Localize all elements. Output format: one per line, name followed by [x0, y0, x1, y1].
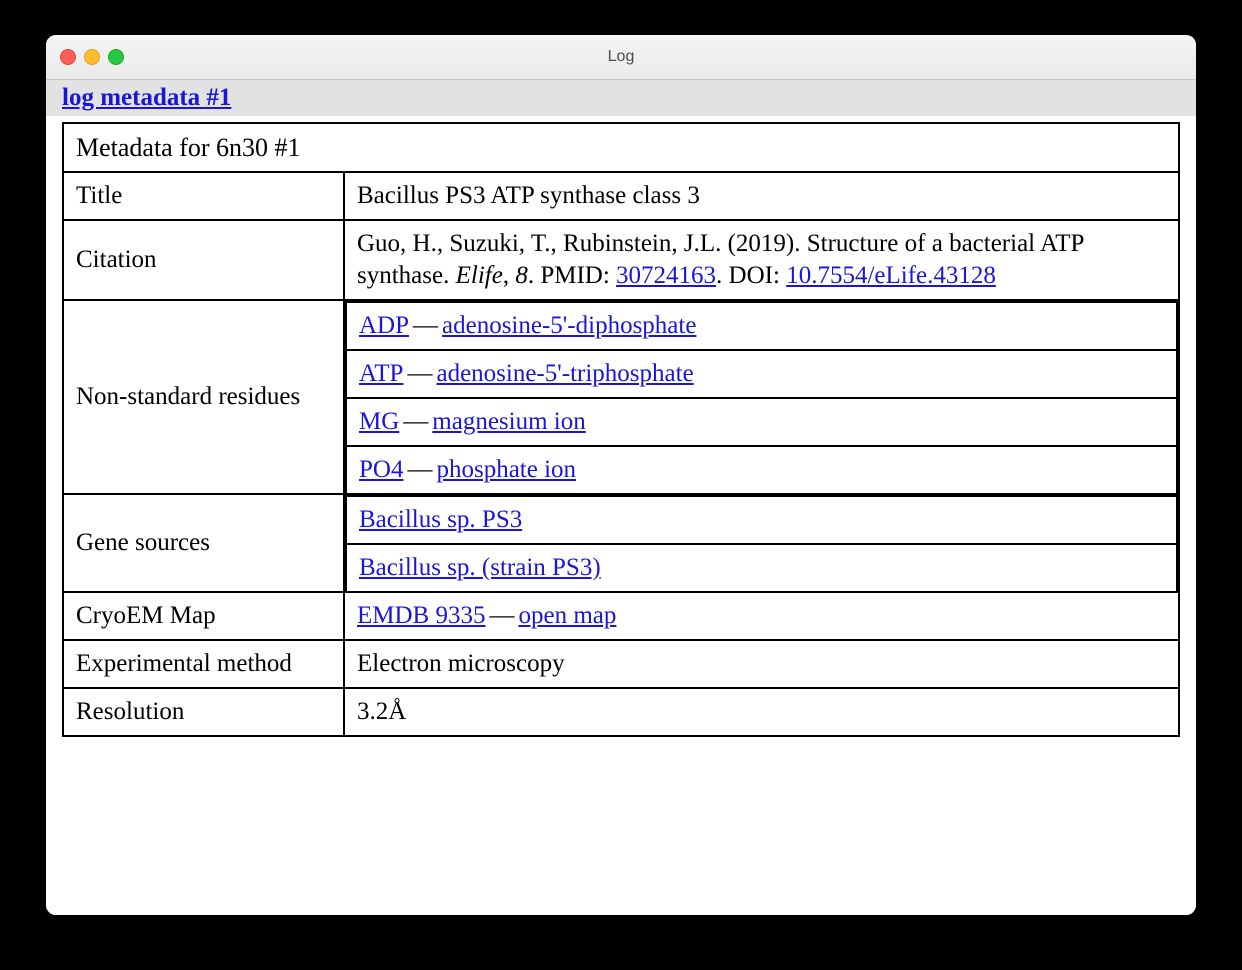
- row-label-resolution: Resolution: [63, 688, 344, 736]
- metadata-table-wrap: [46, 116, 1196, 916]
- row-value-nonstandard: [344, 300, 1179, 494]
- minimize-window-icon[interactable]: [84, 49, 100, 65]
- residue-code-link[interactable]: ADP: [359, 311, 410, 339]
- citation-text-3: . PMID:: [527, 261, 617, 289]
- table-row-gene-sources: [63, 494, 1179, 592]
- residue-dash: —: [413, 311, 439, 339]
- row-value-resolution: 3.2Å: [344, 688, 1179, 736]
- table-row-title: [63, 172, 1179, 220]
- list-item: [346, 302, 1177, 350]
- window-title: Log: [607, 48, 635, 65]
- table-row-resolution: [63, 688, 1179, 736]
- window-titlebar: [46, 35, 1196, 80]
- list-item: [346, 350, 1177, 398]
- row-label-citation: Citation: [63, 220, 344, 300]
- log-metadata-header: [46, 80, 1196, 116]
- row-label-nonstandard: Non-standard residues: [63, 300, 344, 494]
- table-row-cryoem-map: [63, 592, 1179, 640]
- residue-name-link[interactable]: adenosine-5'-diphosphate: [442, 311, 697, 339]
- gene-source-link[interactable]: Bacillus sp. (strain PS3): [359, 553, 601, 581]
- list-item: [346, 398, 1177, 446]
- citation-volume: 8: [515, 261, 528, 289]
- gene-source-link[interactable]: Bacillus sp. PS3: [359, 505, 523, 533]
- row-value-experimental-method: Electron microscopy: [344, 640, 1179, 688]
- residue-dash: —: [407, 359, 433, 387]
- list-item: [346, 496, 1177, 544]
- citation-doi-link[interactable]: 10.7554/eLife.43128: [786, 261, 996, 289]
- table-row-nonstandard-residues: [63, 300, 1179, 494]
- row-value-title: Bacillus PS3 ATP synthase class 3: [344, 172, 1179, 220]
- citation-journal: Elife: [455, 261, 503, 289]
- row-value-gene-sources: [344, 494, 1179, 592]
- residue-dash: —: [403, 407, 429, 435]
- residue-code-link[interactable]: ATP: [359, 359, 404, 387]
- row-label-experimental-method: Experimental method: [63, 640, 344, 688]
- residue-dash: —: [407, 455, 433, 483]
- citation-text-1: Guo, H., Suzuki, T., Rubinstein, J.L. (2019). Structure of a bacterial ATP synthase.: [357, 229, 1084, 289]
- log-content: [46, 80, 1196, 915]
- residue-code-link[interactable]: MG: [359, 407, 400, 435]
- table-row-caption: [63, 123, 1179, 172]
- row-label-title: Title: [63, 172, 344, 220]
- residue-name-link[interactable]: adenosine-5'-triphosphate: [436, 359, 694, 387]
- table-row-citation: [63, 220, 1179, 300]
- metadata-table: [62, 122, 1180, 737]
- citation-pmid-link[interactable]: 30724163: [616, 261, 717, 289]
- traffic-light-group: [60, 49, 124, 65]
- log-metadata-link[interactable]: log metadata #1: [62, 84, 232, 111]
- row-value-citation: [344, 220, 1179, 300]
- nonstandard-residue-list: [345, 301, 1178, 493]
- row-label-cryoem-map: CryoEM Map: [63, 592, 344, 640]
- residue-name-link[interactable]: phosphate ion: [436, 455, 577, 483]
- log-window: [46, 35, 1196, 915]
- residue-code-link[interactable]: PO4: [359, 455, 404, 483]
- citation-text-2: ,: [502, 261, 516, 289]
- list-item: [346, 544, 1177, 591]
- row-value-cryoem-map: [344, 592, 1179, 640]
- zoom-window-icon[interactable]: [108, 49, 124, 65]
- metadata-caption: Metadata for 6n30 #1: [63, 123, 1179, 172]
- row-label-gene-sources: Gene sources: [63, 494, 344, 592]
- emdb-link[interactable]: EMDB 9335: [357, 601, 486, 629]
- table-row-experimental-method: [63, 640, 1179, 688]
- list-item: [346, 446, 1177, 493]
- gene-source-list: [345, 495, 1178, 591]
- close-window-icon[interactable]: [60, 49, 76, 65]
- residue-name-link[interactable]: magnesium ion: [432, 407, 586, 435]
- cryoem-dash: —: [489, 601, 515, 629]
- citation-text-4: . DOI:: [716, 261, 787, 289]
- open-map-link[interactable]: open map: [518, 601, 617, 629]
